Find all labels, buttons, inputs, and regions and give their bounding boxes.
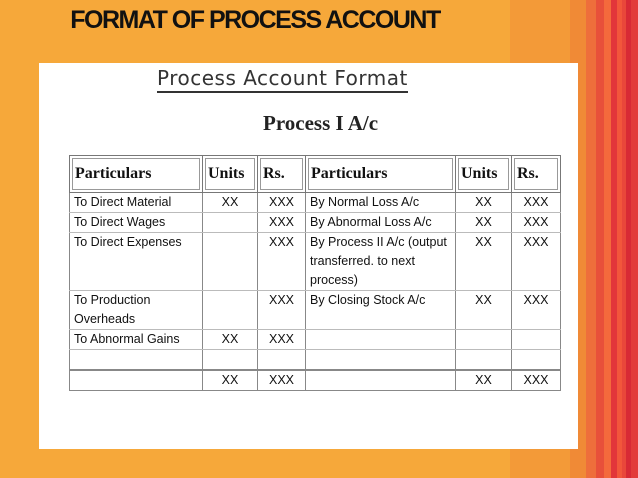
debit-amount: XXX: [258, 193, 306, 213]
debit-particular: To Direct Expenses: [70, 233, 203, 291]
debit-amount: XXX: [258, 330, 306, 350]
stripe: [586, 0, 596, 478]
table-row: [70, 291, 561, 330]
table-row: [70, 233, 561, 291]
debit-total-label: [70, 370, 203, 391]
debit-total-amount: XXX: [258, 370, 306, 391]
debit-amount: XXX: [258, 291, 306, 330]
blank-row: [70, 350, 561, 371]
table-row: [70, 213, 561, 233]
debit-amount: XXX: [258, 233, 306, 291]
process-account-table: [69, 155, 561, 391]
credit-particular: [306, 330, 456, 350]
totals-row: [70, 370, 561, 391]
credit-units: [456, 330, 512, 350]
credit-units: XX: [456, 233, 512, 291]
credit-particular: By Normal Loss A/c: [306, 193, 456, 213]
debit-total-units: XX: [203, 370, 258, 391]
column-header-rs-credit: Rs.: [512, 156, 561, 193]
credit-amount: XXX: [512, 193, 561, 213]
column-header-units-debit: Units: [203, 156, 258, 193]
debit-particular: To Abnormal Gains: [70, 330, 203, 350]
debit-amount: XXX: [258, 213, 306, 233]
stripe: [604, 0, 611, 478]
credit-amount: [512, 330, 561, 350]
credit-amount: XXX: [512, 213, 561, 233]
column-header-units-credit: Units: [456, 156, 512, 193]
credit-particular: By Process II A/c (output transferred. to next process): [306, 233, 456, 291]
credit-units: XX: [456, 213, 512, 233]
credit-particular: By Closing Stock A/c: [306, 291, 456, 330]
stripe: [596, 0, 604, 478]
credit-total-label: [306, 370, 456, 391]
table-header-row: [70, 156, 561, 193]
credit-units: XX: [456, 291, 512, 330]
debit-particular: To Direct Wages: [70, 213, 203, 233]
table-row: [70, 193, 561, 213]
credit-particular: By Abnormal Loss A/c: [306, 213, 456, 233]
debit-units: [203, 291, 258, 330]
table-row: [70, 330, 561, 350]
credit-amount: XXX: [512, 233, 561, 291]
stripe: [631, 0, 638, 478]
document-image: [39, 63, 578, 449]
column-header-rs-debit: Rs.: [258, 156, 306, 193]
document-heading: Process Account Format: [157, 65, 408, 93]
debit-particular: To Direct Material: [70, 193, 203, 213]
document-subheading: Process I A/c: [263, 111, 379, 135]
column-header-particulars-credit: Particulars: [306, 156, 456, 193]
credit-total-units: XX: [456, 370, 512, 391]
slide-title: FORMAT OF PROCESS ACCOUNT: [70, 6, 440, 34]
credit-units: XX: [456, 193, 512, 213]
credit-total-amount: XXX: [512, 370, 561, 391]
credit-amount: XXX: [512, 291, 561, 330]
debit-units: [203, 213, 258, 233]
debit-units: [203, 233, 258, 291]
debit-units: XX: [203, 330, 258, 350]
debit-units: XX: [203, 193, 258, 213]
column-header-particulars-debit: Particulars: [70, 156, 203, 193]
debit-particular: To Production Overheads: [70, 291, 203, 330]
